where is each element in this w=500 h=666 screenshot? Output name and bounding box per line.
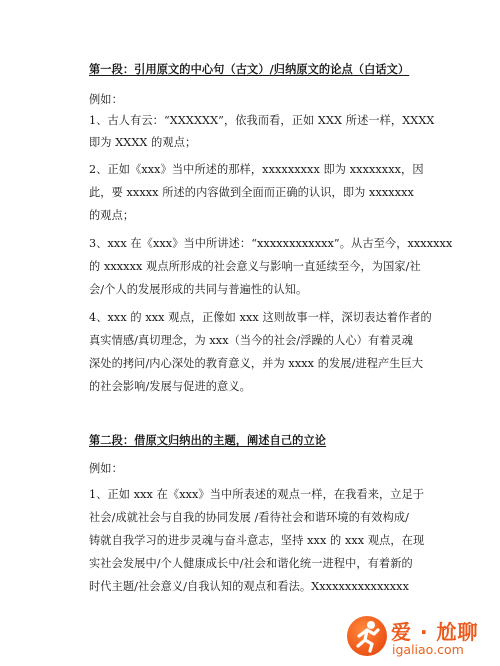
s2-p1-line3: 铸就自我学习的进步灵魂与奋斗意志，坚持 xxx 的 xxx 观点，在现 xyxy=(89,534,425,547)
s2-p1-line1: 1、正如 xxx 在《xxx》当中所表述的观点一样，在我看来，立足于 xyxy=(89,488,425,501)
s2-p1-line4: 实社会发展中/个人健康成长中/社会和谐化统一进程中，有着新的 xyxy=(89,557,413,570)
s1-p3-line2: 的 xxxxxx 观点所形成的社会意义与影响一直延续至今，为国家/社 xyxy=(89,260,421,273)
watermark-title: 爱 · 尬聊 xyxy=(391,620,479,644)
s1-p1-line2: 即为 XXXX 的观点； xyxy=(89,136,197,149)
section2-heading: 第二段：借原文归纳出的主题，阐述自己的立论 xyxy=(89,433,327,447)
s1-p4-line4: 的社会影响/发展与促进的意义。 xyxy=(89,380,251,393)
site-watermark xyxy=(347,614,495,662)
s1-p2-line3: 的观点； xyxy=(89,209,135,222)
s1-p3-line3: 会/个人的发展形成的共同与普遍性的认知。 xyxy=(89,283,308,296)
section1-example-label: 例如： xyxy=(89,93,123,106)
s1-p2-line2: 此，要 xxxxx 所述的内容做到全面而正确的认识，即为 xxxxxxx xyxy=(89,186,414,199)
section2-example-label: 例如： xyxy=(89,462,123,475)
watermark-domain: igaliao.com xyxy=(392,642,464,657)
s1-p1-line1: 1、古人有云：“XXXXXX”，依我而看，正如 XXX 所述一样，XXXX xyxy=(89,114,435,127)
runner-logo-icon xyxy=(347,616,387,656)
s1-p4-line3: 深处的拷问/内心深处的教育意义，并为 xxxx 的发展/进程产生巨大 xyxy=(89,357,424,370)
section1-heading: 第一段：引用原文的中心句（古文）/归纳原文的论点（白话文） xyxy=(89,62,410,76)
s1-p3-line1: 3、xxx 在《xxx》当中所讲述：“xxxxxxxxxxxx”。从古至今，xxxxxxx xyxy=(89,237,453,250)
s1-p4-line1: 4、xxx 的 xxx 观点，正像如 xxx 这则故事一样，深切表达着作者的 xyxy=(89,311,432,324)
s1-p4-line2: 真实情感/真切理念，为 xxx（当今的社会/浮躁的人心）有着灵魂 xyxy=(89,334,414,347)
s1-p2-line1: 2、正如《xxx》当中所述的那样，xxxxxxxxx 即为 xxxxxxxx，因 xyxy=(89,163,424,176)
s2-p1-line5: 时代主题/社会意义/自我认知的观点和看法。Xxxxxxxxxxxxxxx xyxy=(89,580,409,593)
s2-p1-line2: 社会/成就社会与自我的协同发展 /看待社会和谐环境的有效构成/ xyxy=(89,511,410,524)
